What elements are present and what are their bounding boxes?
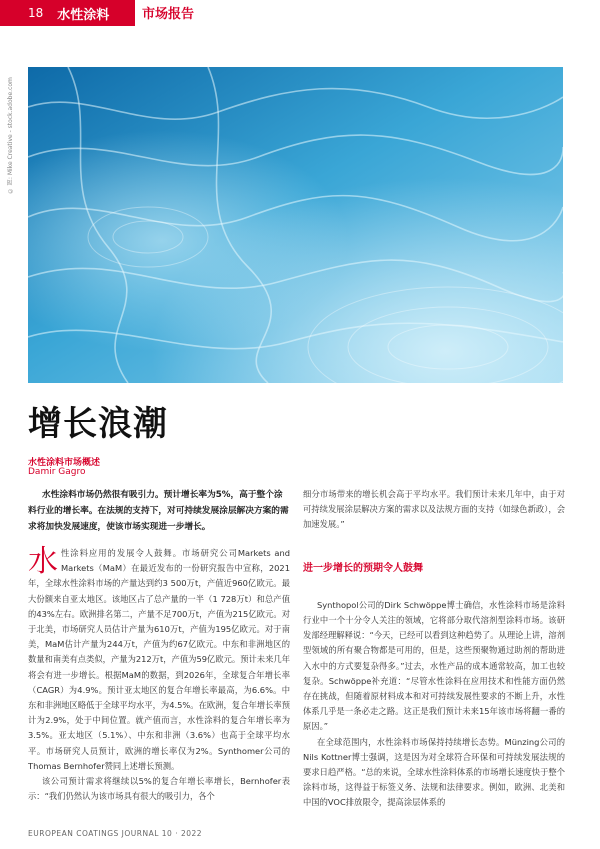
rubric-label: 市场报告 [142, 7, 195, 22]
paragraph-1-text: 性涂料应用的发展令人鼓舞。市场研究公司Markets and Markets（MaM）在最近发布的一份研究报告中宣称，2021年，全球水性涂料市场的产量达到约3 500万t，产值近960亿欧元。最大份额来自亚太地区。该地区占了总产量的一半（1 728万t）和总产值的43%左右。欧洲排名第二，产量不足700万t，产值为215亿欧元。对于北美，市场研究人员估计产量为610万t，产值为195亿欧元。对于南美，MaM估计产量为244万t，产值为约67亿欧元。中东和非洲地区的数量和南美有点类似，产量为212万t，产值为59亿欧元。预计未来几年将会有进一步增长。根据MaM的数据，到2026年，全球复合年增长率（CAGR）为4.9%。预计亚太地区的复合年增长率最高，为6.6%。中东和非洲地区略低于全球平均水平，为4.5%。在欧洲，复合年增长率预计为2.9%，处于中间位置。就产值而言，水性涂料的复合年增长率为3.5%。亚太地区（5.1%）、中东和非洲（3.6%）也高于全球平均水平。市场研究人员预计，欧洲的增长率仅为2%。Synthomer公司的Thomas Bernhofer赞同上述增长预测。 [28, 548, 290, 771]
article-title: 增长浪潮 [28, 404, 168, 444]
text-column-left [28, 546, 290, 804]
paragraph-3: 细分市场带来的增长机会高于平均水平。我们预计未来几年中，由于对可持续发展涂层解决方案的需求以及法规方面的支持（如绿色新政），会加速发展。” [303, 489, 565, 530]
water-surface-illustration [28, 67, 563, 383]
article-subtitle: 水性涂料市场概述 [28, 458, 101, 468]
section-subhead: 进一步增长的预期令人鼓舞 [303, 562, 423, 574]
article-author: Damir Gagro [28, 467, 86, 477]
paragraph-2: 该公司预计需求将继续以5%的复合年增长率增长，Bernhofer表示：“我们仍然认为该市场具有很大的吸引力，各个 [28, 776, 290, 802]
image-credit: © 图: Mike Creative - stock.adobe.com [7, 77, 14, 194]
paragraph-1 [28, 546, 290, 774]
section-title: 水性涂料 [57, 7, 110, 23]
hero-water-image [28, 67, 563, 383]
text-column-right [303, 487, 565, 811]
page-number: 18 [28, 6, 44, 20]
article-lead: 水性涂料市场仍然很有吸引力。预计增长率为5%，高于整个涂料行业的增长率。在法规的支持下，对可持续发展涂层解决方案的需求将加快发展速度，使该市场实现进一步增长。 [28, 490, 289, 532]
journal-footer: EUROPEAN COATINGS JOURNAL 10 · 2022 [28, 829, 203, 838]
section-tab [0, 0, 135, 26]
page-header [0, 0, 600, 26]
paragraph-5: 在全球范围内，水性涂料市场保持持续增长态势。Münzing公司的Nils Kottner博士强调，这是因为对全球符合环保和可持续发展法规的要求日趋严格。“总的来说，全球水性涂料体系的市场增长速度快于整个涂料市场，这得益于标签义务、法规和法律要求。例如，欧洲、北美和中国的VOC排放限令，提高涂层体系的 [303, 736, 565, 808]
drop-cap: 水 [28, 544, 58, 579]
paragraph-4: Synthopol公司的Dirk Schwöppe博士确信，水性涂料市场是涂料行业中一个十分令人关注的领域，它将部分取代溶剂型涂料市场。该研发部经理解释说：“今天，已经可以看到这种趋势了。从理论上讲，溶剂型领域的所有聚合物都是可用的，但是，这些预聚物通过助剂的帮助进入水中的方式要复杂得多。”过去，水性产品的成本通常较高，加工也较复杂。Schwöppe补充道：“尽管水性涂料在应用技术和性能方面仍然存在挑战，但随着原材料成本和对可持续发展性要求的不断上升，水性体系几乎是一条必走之路。这正是我们预计未来15年该市场将翻一番的原因。” [303, 599, 565, 732]
